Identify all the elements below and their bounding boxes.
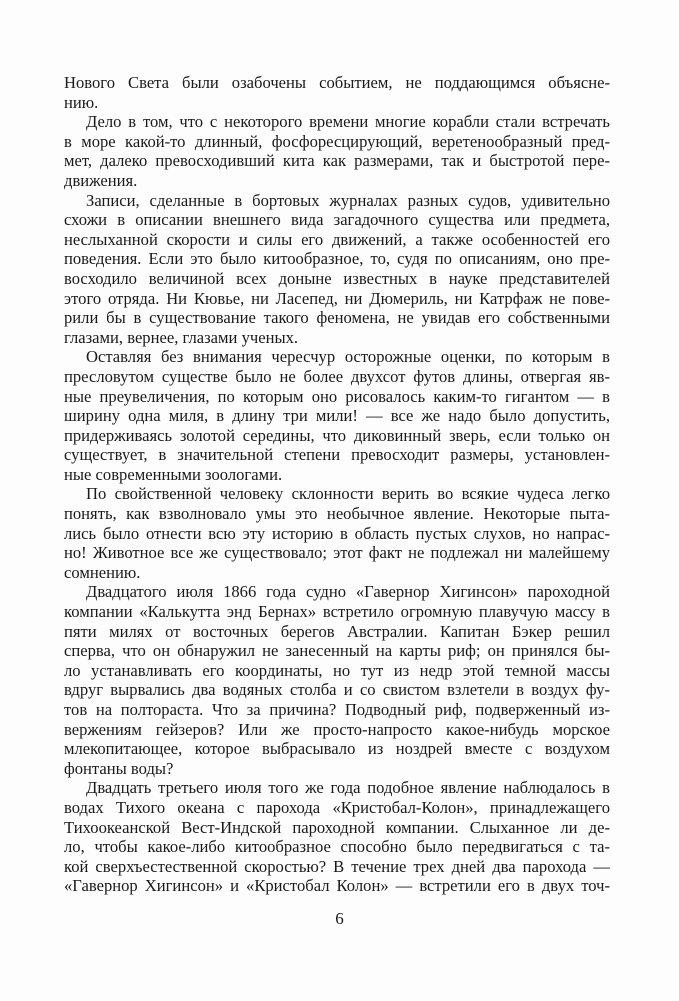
text-line: пяти милях от восточных берегов Австралии. Капитан Бэкер решил xyxy=(64,621,610,641)
text-line: в море какой-то длинный, фосфоресцирующий, веретенообразный пред- xyxy=(64,131,610,151)
text-line: Двадцатого июля 1866 года судно «Гавернор Хигинсон» пароходной xyxy=(86,582,610,602)
text-line: ло, чтобы какое-либо китообразное способно было передвигаться с та- xyxy=(64,837,610,857)
text-line: Оставляя без внимания чересчур осторожные оценки, по которым в xyxy=(86,347,610,367)
text-line: понять, как взволновало умы это необычное явление. Некоторые пыта- xyxy=(64,504,610,524)
paragraph xyxy=(64,582,610,778)
text-line: По свойственной человеку склонности верить во всякие чудеса легко xyxy=(86,484,610,504)
text-line: придерживаясь золотой середины, что диковинный зверь, если только он xyxy=(64,425,610,445)
text-line: схожи в описании внешнего вида загадочного существа или предмета, xyxy=(64,210,610,230)
text-line: глазами, вернее, глазами ученых. xyxy=(64,327,299,347)
text-line: Дело в том, что с некоторого времени многие корабли стали встречать xyxy=(86,112,610,132)
text-line: вдруг вырвались два водяных столба и со свистом взлетели в воздух фу- xyxy=(64,680,610,700)
text-line: существует, в значительной степени превосходит размеры, установлен- xyxy=(64,445,610,465)
text-line: «Гавернор Хигинсон» и «Кристобал Колон» — встретили его в двух точ- xyxy=(64,876,610,896)
text-line: сперва, что он обнаружил не занесенный на карты риф; он принялся бы- xyxy=(64,641,610,661)
text-line: тов на полтораста. Что за причина? Подводный риф, подверженный из- xyxy=(64,700,610,719)
text-line: ные современными зоологами. xyxy=(64,464,283,484)
text-line: ло устанавливать его координаты, но тут из недр этой темной массы xyxy=(64,660,610,680)
text-line: водах Тихого океана с парохода «Кристобал-Колон», принадлежащего xyxy=(64,797,610,817)
page-number: 6 xyxy=(335,909,344,928)
text-line: Двадцать третьего июля того же года подобное явление наблюдалось в xyxy=(86,778,610,798)
text-line: нию. xyxy=(64,92,99,112)
text-line: компании «Калькутта энд Бернах» встретило огромную плавучую массу в xyxy=(64,602,610,622)
text-line: Нового Света были озабочены событием, не поддающимся объясне- xyxy=(64,73,610,92)
paragraph xyxy=(64,347,610,484)
text-line: млекопитающее, которое выбрасывало из ноздрей вместе с воздухом xyxy=(64,739,610,759)
text-line: мет, далеко превосходивший кита как размерами, так и быстротой пере- xyxy=(64,151,610,171)
text-line: кой сверхъестественной скоростью? В течение трех дней два парохода — xyxy=(64,856,610,876)
text-line: восходило величиной всех доныне известных в науке представителей xyxy=(64,268,610,288)
text-line: этого отряда. Ни Кювье, ни Ласепед, ни Дюмериль, ни Катрфаж не пове- xyxy=(64,288,610,308)
paragraph xyxy=(64,191,610,348)
text-line: неслыханной скорости и силы его движений, а также особенностей его xyxy=(64,229,610,249)
text-line: поведения. Если это было китообразное, то, судя по описаниям, оно пре- xyxy=(64,249,610,269)
paragraph xyxy=(64,778,610,896)
text-line: ные преувеличения, по которым оно рисовалось каким-то гигантом — в xyxy=(64,386,610,406)
text-line: но! Животное все же существовало; этот факт не подлежал ни малейшему xyxy=(64,543,610,563)
text-line: Записи, сделанные в бортовых журналах разных судов, удивительно xyxy=(86,190,610,210)
text-line: движения. xyxy=(64,170,138,190)
paragraph xyxy=(64,73,610,112)
text-line: пресловутом существе было не более двухсот футов длины, отвергая яв- xyxy=(64,366,610,386)
text-line: фонтаны воды? xyxy=(64,758,174,778)
paragraph xyxy=(64,484,610,582)
paragraph xyxy=(64,112,610,190)
text-line: вержениям гейзеров? Или же просто-напросто какое-нибудь морское xyxy=(64,719,610,739)
text-line: рили бы в существование такого феномена, не увидав его собственными xyxy=(64,308,610,328)
text-line: лись было отнести всю эту историю в область пустых слухов, но напрас- xyxy=(64,523,610,543)
text-line: ширину одна миля, в длину три мили! — все же надо было допустить, xyxy=(64,406,610,426)
body-text xyxy=(64,73,610,896)
text-line: сомнению. xyxy=(64,562,141,582)
text-line: Тихоокеанской Вест-Индской пароходной компании. Слыханное ли де- xyxy=(64,817,610,837)
